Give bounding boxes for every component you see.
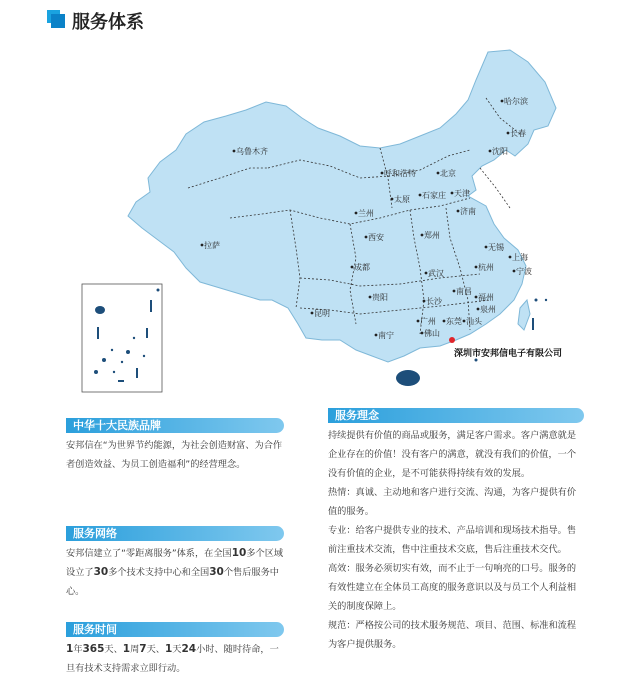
city-dot-haerbin: [501, 100, 504, 103]
city-label-shantou: 汕头: [466, 317, 482, 326]
city-label-nanning: 南宁: [378, 331, 394, 340]
city-label-haerbin: 哈尔滨: [504, 97, 528, 106]
city-label-taiyuan: 太原: [394, 195, 410, 204]
city-label-kunming: 昆明: [314, 309, 330, 318]
city-label-wulumuqi: 乌鲁木齐: [236, 147, 268, 156]
city-dot-taiyuan: [391, 198, 394, 201]
city-dot-chengdu: [351, 266, 354, 269]
brand-paragraph: 安邦信在“为世界节约能源，为社会创造财富、为合作者创造效益、为员工创造福利”的经营理念。: [66, 440, 283, 470]
section-network-heading: [66, 526, 284, 541]
page-title: 服务体系: [72, 12, 144, 33]
time-text: [66, 640, 284, 678]
city-label-huhehaote: 呼和浩特: [384, 169, 416, 178]
city-label-lasa: 拉萨: [204, 241, 220, 250]
city-label-foshan: 佛山: [424, 329, 440, 338]
city-dot-wulumuqi: [233, 150, 236, 153]
city-label-fuzhou: 福州: [478, 293, 494, 302]
city-dot-guiyang: [369, 296, 372, 299]
city-dot-huhehaote: [381, 172, 384, 175]
city-dot-foshan: [421, 332, 424, 335]
section-philosophy: [328, 408, 584, 654]
city-label-jinan: 济南: [460, 207, 476, 216]
city-label-changchun: 长春: [510, 129, 526, 138]
china-mainland-shape: [128, 50, 556, 362]
city-dot-shantou: [463, 320, 466, 323]
city-dot-xian: [365, 236, 368, 239]
network-text: [66, 544, 284, 601]
city-label-guiyang: 贵阳: [372, 293, 388, 302]
philosophy-paragraph: 持续提供有价值的商品或服务，满足客户需求。客户满意就是企业存在的价值！没有客户的满意，就没有我们的价值，一个没有价值的企业，是不可能获得持续有效的发展。: [328, 430, 577, 479]
city-dot-guangzhou: [417, 320, 420, 323]
hainan-island: [396, 370, 420, 386]
city-label-lanzhou: 兰州: [358, 209, 374, 218]
section-brand-heading: [66, 418, 284, 433]
brand-text: [66, 436, 284, 474]
city-dot-quanzhou: [477, 308, 480, 311]
city-label-zhengzhou: 郑州: [424, 231, 440, 240]
city-dot-jinan: [457, 210, 460, 213]
city-dot-ningbo: [513, 270, 516, 273]
title-square-icon: [47, 10, 67, 30]
city-label-changsha: 长沙: [426, 297, 442, 306]
philosophy-paragraph: 规范：严格按公司的技术服务规范、项目、范围、标准和流程为客户提供服务。: [328, 620, 577, 650]
city-label-chengdu: 成都: [354, 263, 370, 272]
city-dot-fuzhou: [475, 296, 478, 299]
section-time: [66, 622, 284, 678]
city-label-nanchang: 南昌: [456, 287, 472, 296]
city-dot-shijiazhuang: [419, 194, 422, 197]
hq-marker-dot: [449, 337, 455, 343]
city-dot-changsha: [423, 300, 426, 303]
philosophy-heading-text: 服务理念: [335, 409, 379, 422]
city-dot-lanzhou: [355, 212, 358, 215]
city-label-shenyang: 沈阳: [492, 147, 508, 156]
city-dot-nanchang: [453, 290, 456, 293]
china-service-map: [0, 38, 627, 398]
section-brand: [66, 418, 284, 474]
city-label-dongguan: 东莞: [446, 317, 462, 326]
network-paragraph: 安邦信建立了“零距离服务”体系，在全国10多个区域设立了30多个技术支持中心和全国30个售后服务中心。: [66, 547, 284, 597]
city-label-shijiazhuang: 石家庄: [422, 191, 446, 200]
city-label-ningbo: 宁波: [516, 267, 532, 276]
philosophy-paragraph: 热情：真诚、主动地和客户进行交流、沟通，为客户提供有价值的服务。: [328, 487, 577, 517]
philosophy-paragraph: 专业：给客户提供专业的技术、产品培训和现场技术指导。售前注重技术交流，售中注重技术交底，售后注重技术交代。: [328, 525, 577, 555]
network-heading-text: 服务网络: [73, 527, 117, 540]
city-dot-dongguan: [443, 320, 446, 323]
city-dot-beijing: [437, 172, 440, 175]
city-dot-zhengzhou: [421, 234, 424, 237]
city-dot-nanning: [375, 334, 378, 337]
city-dot-shenyang: [489, 150, 492, 153]
section-network: [66, 526, 284, 601]
city-dot-wuhan: [425, 272, 428, 275]
city-label-hangzhou: 杭州: [478, 263, 494, 272]
city-dot-shanghai: [509, 256, 512, 259]
city-label-wuxi: 无锡: [488, 243, 504, 252]
brand-heading-text: 中华十大民族品牌: [73, 419, 161, 432]
city-dot-changchun: [507, 132, 510, 135]
city-label-xian: 西安: [368, 233, 384, 242]
city-label-beijing: 北京: [440, 169, 456, 178]
time-heading-text: 服务时间: [73, 623, 117, 636]
city-label-shanghai: 上海: [512, 253, 528, 262]
city-label-wuhan: 武汉: [428, 269, 444, 278]
city-dot-hangzhou: [475, 266, 478, 269]
taiwan-island: [518, 300, 530, 330]
philosophy-text: [328, 426, 584, 654]
city-label-tianjin: 天津: [454, 189, 470, 198]
section-time-heading: [66, 622, 284, 637]
hq-label: 深圳市安邦信电子有限公司: [454, 349, 563, 359]
section-philosophy-heading: [328, 408, 584, 423]
time-paragraph: 1年365天、1周7天、1天24小时、随时待命，一旦有技术支持需求立即行动。: [66, 643, 279, 674]
city-dot-lasa: [201, 244, 204, 247]
city-label-guangzhou: 广州: [420, 317, 436, 326]
city-label-quanzhou: 泉州: [480, 305, 496, 314]
china-map-svg: [0, 38, 627, 398]
city-dot-tianjin: [451, 192, 454, 195]
philosophy-paragraph: 高效：服务必须切实有效，而不止于一句响亮的口号。服务的有效性建立在全体员工高度的服务意识以及与员工个人利益相关的制度保障上。: [328, 563, 577, 612]
city-dot-kunming: [311, 312, 314, 315]
city-dot-wuxi: [485, 246, 488, 249]
